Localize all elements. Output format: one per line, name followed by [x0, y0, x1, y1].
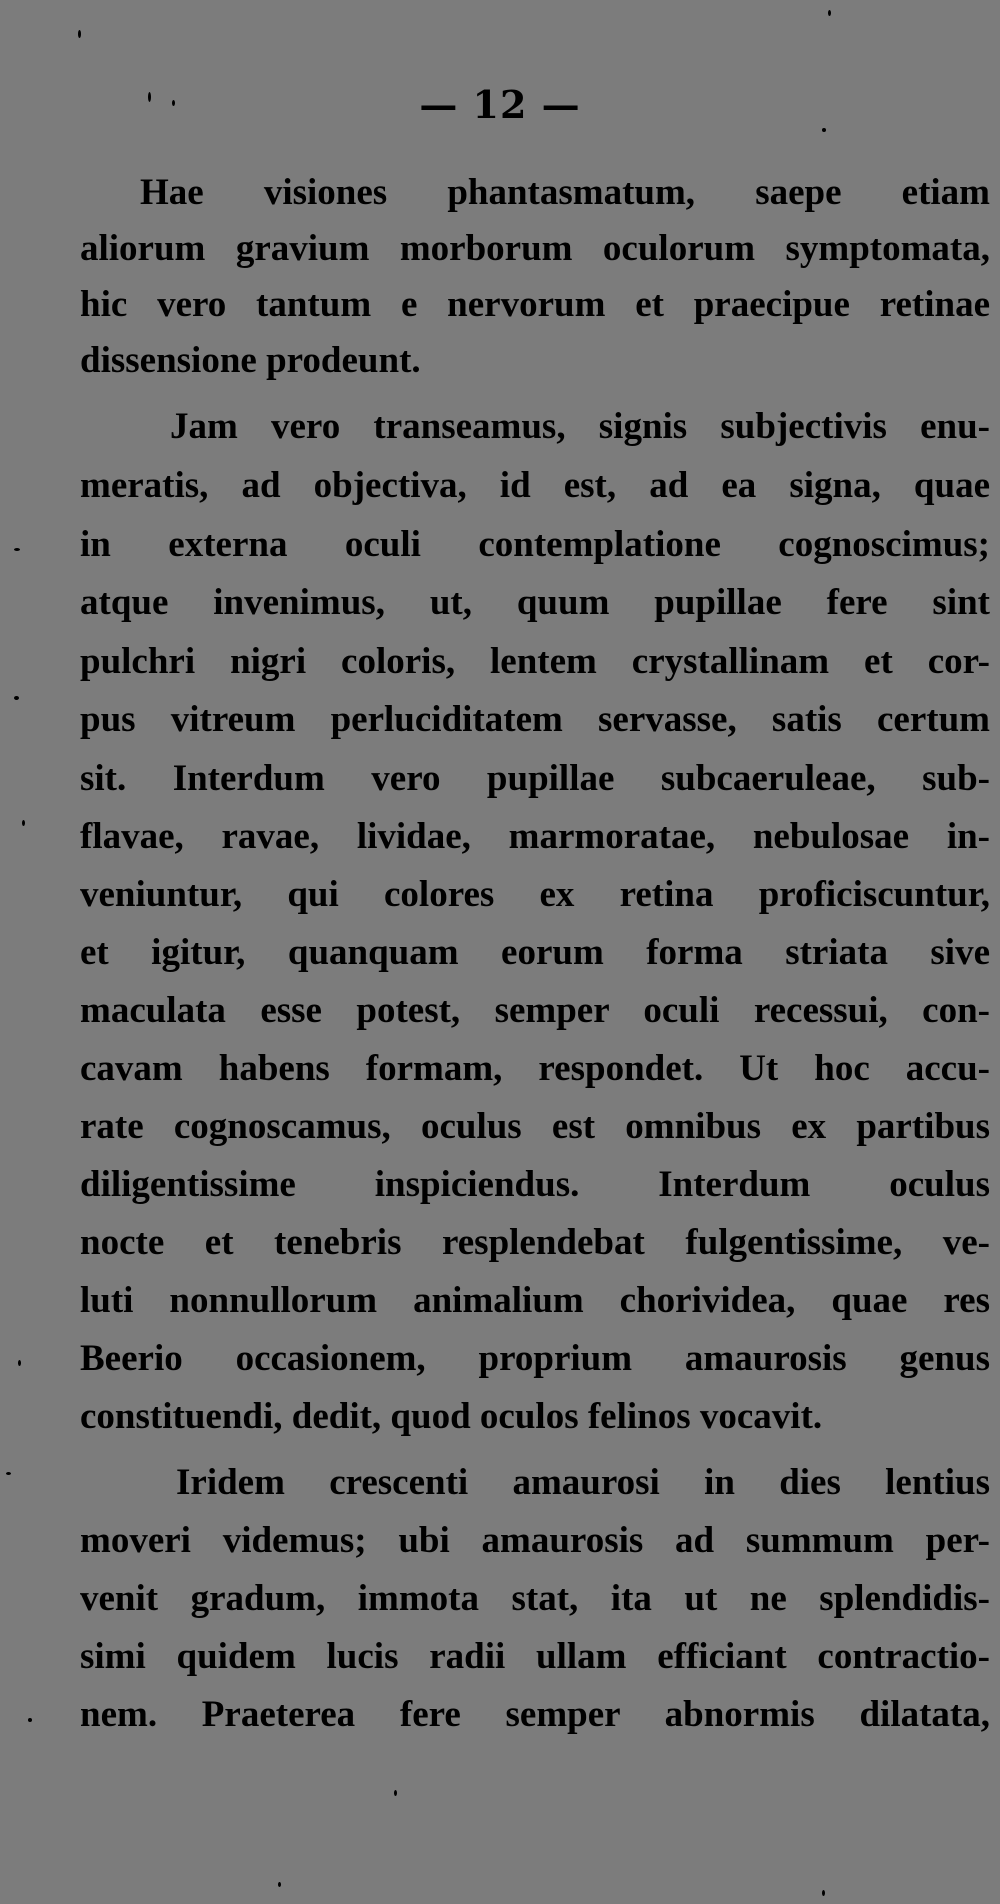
text-line: luti nonnullorum animalium chorividea, quae res — [80, 1280, 990, 1321]
text-line: rate cognoscamus, oculus est omnibus ex partibus — [80, 1106, 990, 1147]
text-line: diligentissime inspiciendus. Interdum oculus — [80, 1164, 990, 1205]
text-line: cavam habens formam, respondet. Ut hoc accu- — [80, 1048, 990, 1089]
scan-speck — [394, 1790, 397, 1796]
scan-speck — [278, 1882, 281, 1887]
text-line: dissensione prodeunt. — [80, 340, 421, 381]
scan-speck — [172, 100, 175, 106]
text-line: venit gradum, immota stat, ita ut ne splendidis- — [80, 1578, 990, 1619]
text-line: simi quidem lucis radii ullam efficiant contractio- — [80, 1636, 990, 1677]
text-line: pulchri nigri coloris, lentem crystallinam et cor- — [80, 641, 990, 682]
scan-speck — [6, 1472, 11, 1475]
text-line: et igitur, quanquam eorum forma striata sive — [80, 932, 990, 973]
scan-speck — [78, 30, 81, 38]
scan-speck — [28, 1718, 32, 1722]
text-line: atque invenimus, ut, quum pupillae fere sint — [80, 582, 990, 623]
text-line: moveri videmus; ubi amaurosis ad summum per- — [80, 1520, 990, 1561]
text-line: Iridem crescenti amaurosi in dies lentius — [176, 1462, 990, 1503]
text-line: constituendi, dedit, quod oculos felinos vocavit. — [80, 1396, 823, 1437]
scan-speck — [14, 548, 20, 551]
text-line: veniuntur, qui colores ex retina proficiscuntur, — [80, 874, 990, 915]
scan-speck — [14, 696, 19, 700]
text-line: pus vitreum perluciditatem servasse, satis certum — [80, 699, 990, 740]
text-line: flavae, ravae, lividae, marmoratae, nebulosae in- — [80, 816, 990, 857]
scan-speck — [22, 820, 25, 826]
scan-speck — [828, 10, 831, 16]
scan-speck — [822, 128, 826, 132]
text-line: Beerio occasionem, proprium amaurosis genus — [80, 1338, 990, 1379]
text-line: Jam vero transeamus, signis subjectivis enu- — [170, 406, 990, 447]
text-line: aliorum gravium morborum oculorum symptomata, — [80, 228, 990, 269]
scan-speck — [148, 92, 151, 102]
text-line: in externa oculi contemplatione cognoscimus; — [80, 524, 990, 565]
text-line: hic vero tantum e nervorum et praecipue retinae — [80, 284, 990, 325]
text-line: Hae visiones phantasmatum, saepe etiam — [140, 172, 990, 213]
scan-speck — [18, 1360, 21, 1366]
page-number: — 12 — — [419, 82, 581, 127]
text-line: sit. Interdum vero pupillae subcaeruleae, sub- — [80, 758, 990, 799]
text-line: nocte et tenebris resplendebat fulgentissime, ve- — [80, 1222, 990, 1263]
text-line: maculata esse potest, semper oculi recessui, con- — [80, 990, 990, 1031]
text-line: meratis, ad objectiva, id est, ad ea signa, quae — [80, 465, 990, 506]
text-line: nem. Praeterea fere semper abnormis dilatata, — [80, 1694, 990, 1735]
scan-speck — [822, 1890, 825, 1896]
